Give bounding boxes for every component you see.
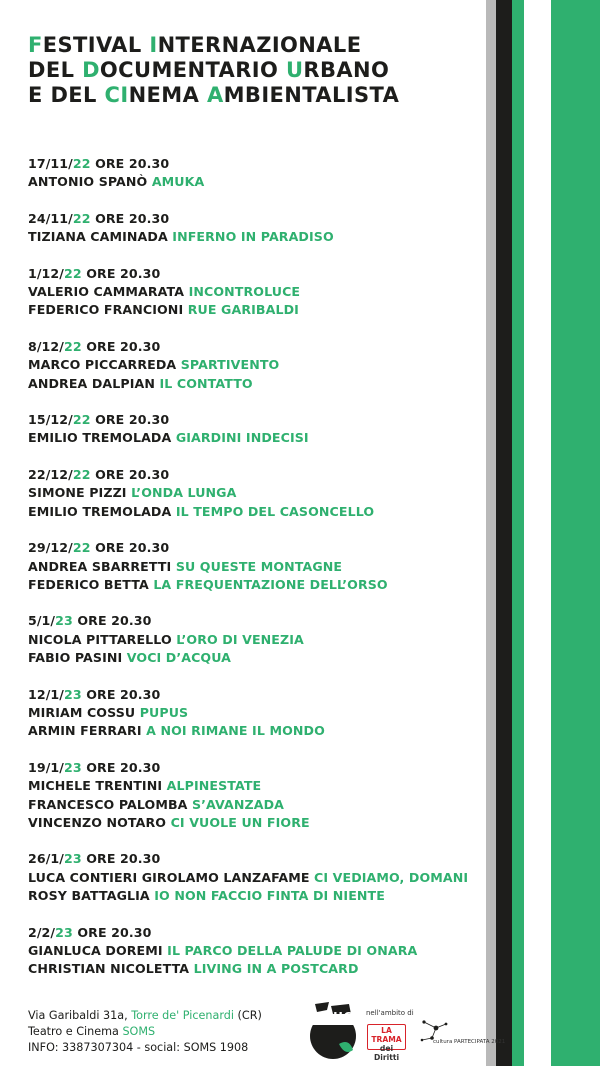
film-director: FABIO PASINI xyxy=(28,650,127,666)
title-text: ESTIVAL xyxy=(42,33,150,57)
screening-time: ORE 20.30 xyxy=(90,466,170,482)
film-title: IL CONTATTO xyxy=(159,375,253,391)
screening-date xyxy=(28,265,483,283)
screening-time: ORE 20.30 xyxy=(72,924,152,940)
screening-event xyxy=(28,411,483,448)
film-entry xyxy=(28,704,483,722)
title-text: MBIENTALISTA xyxy=(223,83,400,107)
screening-date xyxy=(28,466,483,484)
film-director: FEDERICO BETTA xyxy=(28,576,154,592)
film-title: L’ONDA LUNGA xyxy=(131,485,237,501)
title-initial: U xyxy=(285,58,304,82)
film-entry xyxy=(28,375,483,393)
film-title: LA FREQUENTAZIONE DELL’ORSO xyxy=(153,576,388,592)
film-director: ARMIN FERRARI xyxy=(28,723,147,739)
date-year: 22 xyxy=(64,265,82,281)
film-title: SU QUESTE MONTAGNE xyxy=(175,558,343,574)
film-entry xyxy=(28,814,483,832)
film-title: AMUKA xyxy=(151,174,205,190)
screening-date xyxy=(28,210,483,228)
date-year: 22 xyxy=(72,210,91,226)
screening-event xyxy=(28,155,483,192)
date-day-month: 12/1/ xyxy=(28,686,64,702)
film-director: MICHELE TRENTINI xyxy=(28,778,167,794)
screening-event xyxy=(28,686,483,741)
title-text: NEMA xyxy=(128,83,207,107)
date-year: 22 xyxy=(72,156,91,171)
screening-time: ORE 20.30 xyxy=(72,613,152,629)
festival-title xyxy=(28,33,399,108)
title-text: OCUMENTARIO xyxy=(99,58,286,82)
film-entry xyxy=(28,869,483,887)
date-day-month: 2/2/ xyxy=(28,924,56,940)
film-title: A NOI RIMANE IL MONDO xyxy=(146,723,325,739)
title-text: DEL xyxy=(28,58,83,82)
film-entry xyxy=(28,796,483,814)
screening-date xyxy=(28,612,483,630)
film-title: ALPINESTATE xyxy=(166,778,262,794)
film-entry xyxy=(28,283,483,301)
film-title: VOCI D’ACQUA xyxy=(126,650,232,666)
title-text: NTERNAZIONALE xyxy=(157,33,362,57)
film-director: VINCENZO NOTARO xyxy=(28,814,171,830)
screening-event xyxy=(28,612,483,667)
screening-date xyxy=(28,850,483,868)
film-entry xyxy=(28,576,483,594)
trama-dei-diritti-logo: LA TRAMA dei Diritti xyxy=(367,1024,406,1050)
screening-time: ORE 20.30 xyxy=(81,338,161,354)
film-director: MARCO PICCARREDA xyxy=(28,357,181,373)
film-title: CI VUOLE UN FIORE xyxy=(170,814,310,830)
date-year: 22 xyxy=(64,338,82,354)
film-title: CI VEDIAMO, DOMANI xyxy=(314,869,469,885)
film-director: EMILIO TREMOLADA xyxy=(28,430,176,446)
date-year: 22 xyxy=(72,466,91,482)
venue-footer xyxy=(28,1008,262,1056)
film-entry xyxy=(28,228,483,246)
title-line xyxy=(28,33,399,58)
fiducia-logo-text: FIDUCIA xyxy=(309,1010,368,1024)
film-title: L’ORO DI VENEZIA xyxy=(176,631,304,647)
title-initial: A xyxy=(206,83,224,107)
screening-time: ORE 20.30 xyxy=(81,265,161,281)
film-entry xyxy=(28,301,483,319)
film-entry xyxy=(28,558,483,576)
screening-time: ORE 20.30 xyxy=(81,686,161,702)
film-title: INCONTROLUCE xyxy=(188,284,301,300)
screening-event xyxy=(28,539,483,594)
date-day-month: 26/1/ xyxy=(28,851,64,867)
film-director: ANDREA SBARRETTI xyxy=(28,558,176,574)
film-director: FEDERICO FRANCIONI xyxy=(28,302,188,318)
title-text: RBANO xyxy=(303,58,390,82)
film-title: RUE GARIBALDI xyxy=(187,302,299,318)
date-day-month: 22/12/ xyxy=(28,466,73,482)
screening-schedule xyxy=(28,155,483,997)
screening-time: ORE 20.30 xyxy=(90,412,170,428)
screening-time: ORE 20.30 xyxy=(90,540,170,556)
venue-address: Via Garibaldi 31a, Torre de' Picenardi (CR) xyxy=(28,1009,262,1022)
screening-date xyxy=(28,924,483,942)
film-entry xyxy=(28,777,483,795)
venue-town: Torre de' Picenardi xyxy=(131,1009,234,1022)
film-entry xyxy=(28,942,483,960)
film-director: SIMONE PIZZI xyxy=(28,485,132,501)
film-title: SPARTIVENTO xyxy=(180,357,280,373)
screening-time: ORE 20.30 xyxy=(81,759,161,775)
title-initial: I xyxy=(149,33,158,57)
film-title: INFERNO IN PARADISO xyxy=(172,229,334,245)
film-director: VALERIO CAMMARATA xyxy=(28,284,189,300)
screening-event xyxy=(28,466,483,521)
film-entry xyxy=(28,429,483,447)
film-title: IO NON FACCIO FINTA DI NIENTE xyxy=(154,888,385,904)
screening-date xyxy=(28,411,483,429)
date-day-month: 29/12/ xyxy=(28,540,73,556)
screening-event xyxy=(28,759,483,833)
screening-event xyxy=(28,210,483,247)
title-line xyxy=(28,58,399,83)
date-year: 22 xyxy=(72,412,91,428)
cultura-partecipata-text: cultura PARTECIPATA 2021 xyxy=(433,1039,506,1045)
film-entry xyxy=(28,887,483,905)
grey-stripe xyxy=(486,0,496,1066)
date-day-month: 8/12/ xyxy=(28,338,64,354)
contact-info: INFO: 3387307304 - social: SOMS 1908 xyxy=(28,1041,249,1054)
screening-time: ORE 20.30 xyxy=(90,156,170,171)
film-entry xyxy=(28,356,483,374)
date-day-month: 24/11/ xyxy=(28,210,73,226)
screening-event xyxy=(28,338,483,393)
film-entry xyxy=(28,649,483,667)
film-director: MIRIAM COSSU xyxy=(28,704,140,720)
screening-date xyxy=(28,338,483,356)
film-entry xyxy=(28,503,483,521)
context-label: nell'ambito di xyxy=(366,1009,414,1017)
screening-date xyxy=(28,155,483,173)
screening-event xyxy=(28,265,483,320)
cultura-partecipata-logo xyxy=(414,1016,470,1056)
green-stripe-wide xyxy=(551,0,600,1066)
title-initial: CI xyxy=(104,83,129,107)
date-year: 22 xyxy=(72,540,91,556)
film-entry xyxy=(28,722,483,740)
film-entry xyxy=(28,960,483,978)
date-day-month: 5/1/ xyxy=(28,613,56,629)
date-day-month: 15/12/ xyxy=(28,412,73,428)
film-title: IL TEMPO DEL CASONCELLO xyxy=(175,503,375,519)
title-line xyxy=(28,83,399,108)
film-title: LIVING IN A POSTCARD xyxy=(193,961,359,977)
film-title: PUPUS xyxy=(139,704,189,720)
venue-name: Teatro e Cinema SOMS xyxy=(28,1025,156,1038)
green-stripe-narrow xyxy=(512,0,524,1066)
date-year: 23 xyxy=(64,686,82,702)
film-entry xyxy=(28,484,483,502)
screening-event xyxy=(28,850,483,905)
film-director: LUCA CONTIERI GIROLAMO LANZAFAME xyxy=(28,869,315,885)
film-title: IL PARCO DELLA PALUDE DI ONARA xyxy=(167,943,418,958)
title-initial: F xyxy=(28,33,43,57)
screening-time: ORE 20.30 xyxy=(81,851,161,867)
date-year: 23 xyxy=(55,924,73,940)
film-director: ANDREA DALPIAN xyxy=(28,375,160,391)
film-title: S’AVANZADA xyxy=(192,796,285,812)
film-director: FRANCESCO PALOMBA xyxy=(28,796,192,812)
film-director: ANTONIO SPANÒ xyxy=(28,174,152,190)
film-director: CHRISTIAN NICOLETTA xyxy=(28,961,194,977)
film-director: TIZIANA CAMINADA xyxy=(28,229,173,245)
screening-date xyxy=(28,686,483,704)
title-text: E DEL xyxy=(28,83,105,107)
film-entry xyxy=(28,631,483,649)
screening-event xyxy=(28,924,483,979)
screening-date xyxy=(28,759,483,777)
date-day-month: 1/12/ xyxy=(28,265,64,281)
film-title: GIARDINI INDECISI xyxy=(175,430,309,446)
screening-date xyxy=(28,539,483,557)
film-entry xyxy=(28,173,483,191)
date-day-month: 19/1/ xyxy=(28,759,64,775)
film-director: ROSY BATTAGLIA xyxy=(28,888,155,904)
film-director: NICOLA PITTARELLO xyxy=(28,631,177,647)
date-day-month: 17/11/ xyxy=(28,156,73,171)
date-year: 23 xyxy=(55,613,73,629)
black-stripe xyxy=(496,0,512,1066)
film-director: EMILIO TREMOLADA xyxy=(28,503,176,519)
film-director: GIANLUCA DOREMI xyxy=(28,943,168,958)
title-initial: D xyxy=(82,58,100,82)
date-year: 23 xyxy=(64,759,82,775)
screening-time: ORE 20.30 xyxy=(90,210,170,226)
date-year: 23 xyxy=(64,851,82,867)
